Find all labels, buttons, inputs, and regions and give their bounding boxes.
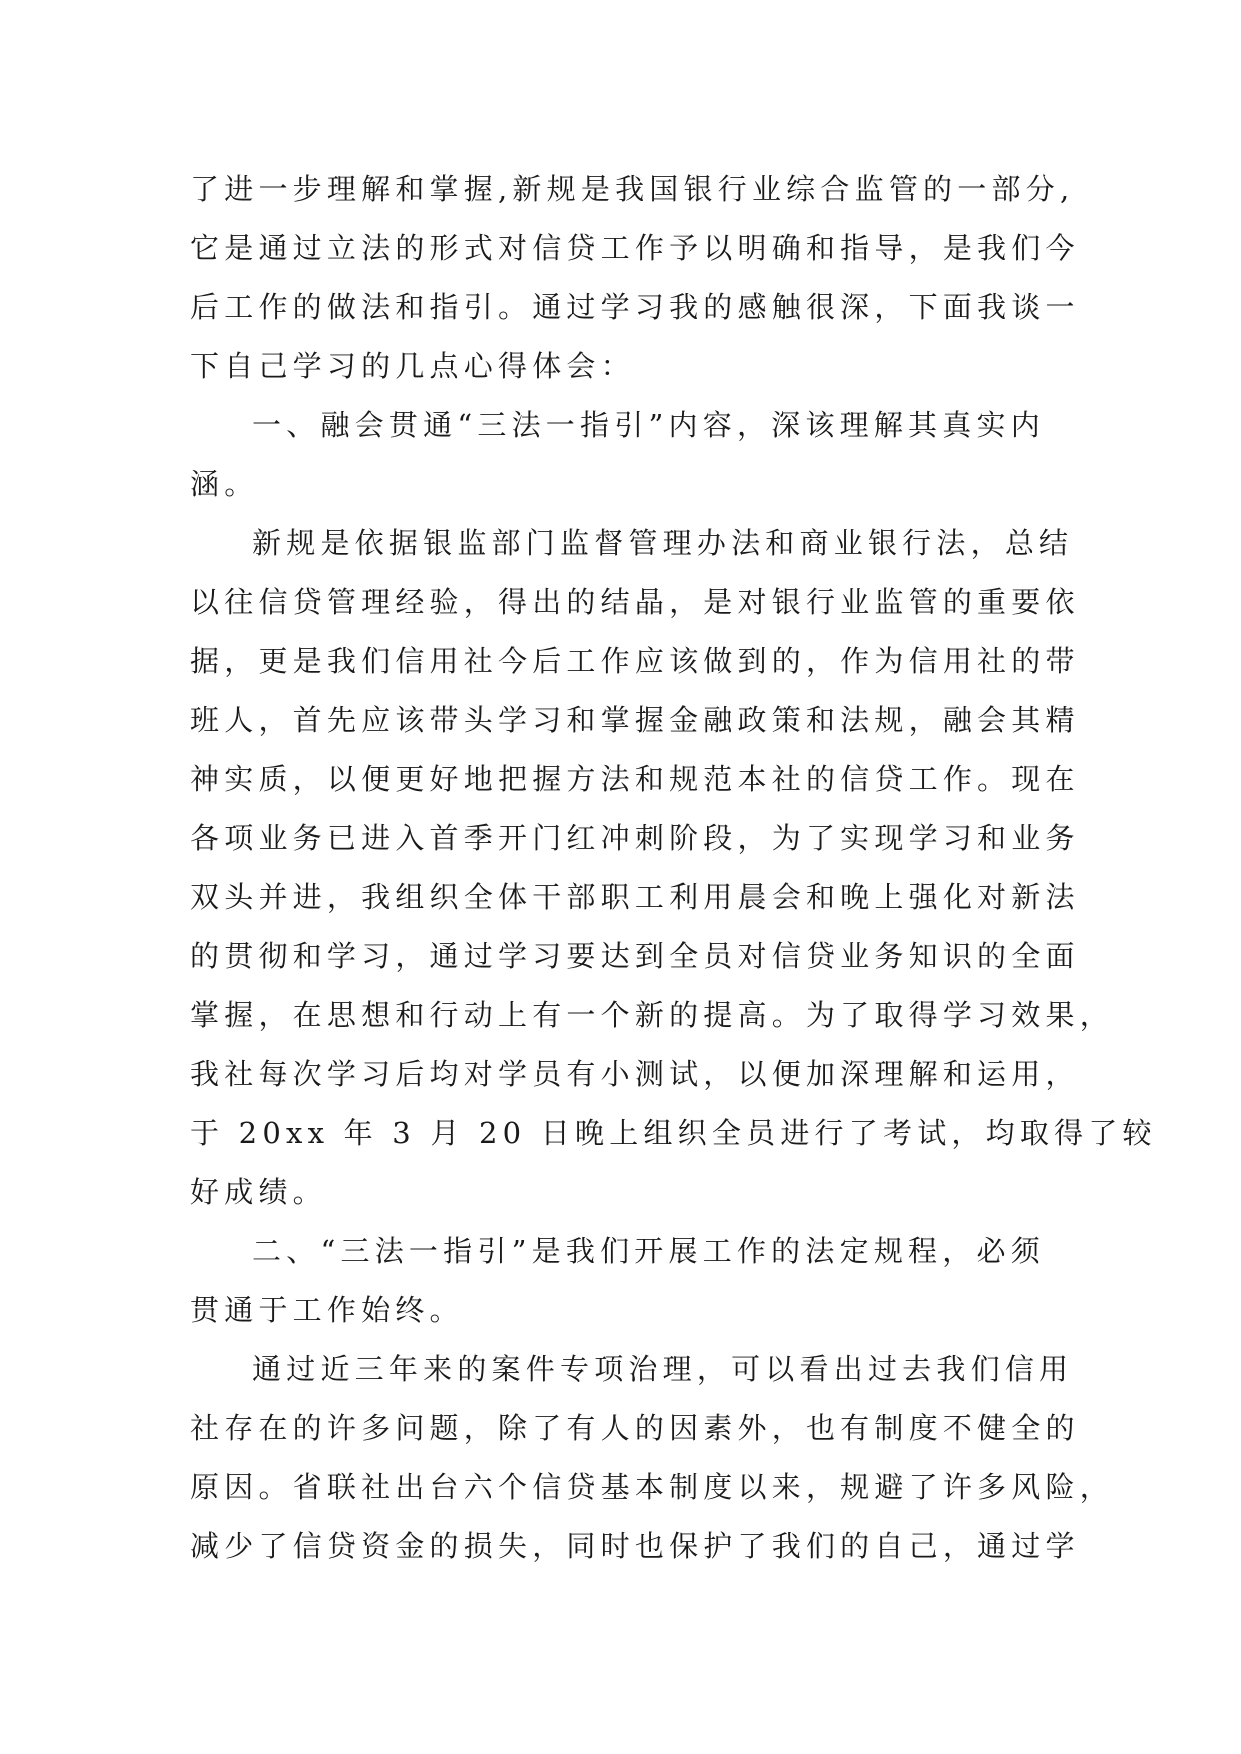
paragraph-start: 新规是依据银监部门监督管理办法和商业银行法，总结 <box>252 526 1074 560</box>
text-line: 神实质，以便更好地把握方法和规范本社的信贷工作。现在 <box>190 762 1080 796</box>
text-line: 的贯彻和学习，通过学习要达到全员对信贷业务知识的全面 <box>190 939 1080 973</box>
body-text <box>190 160 1157 1576</box>
text-line: 好成绩。 <box>190 1175 327 1209</box>
text-line: 我社每次学习后均对学员有小测试，以便加深理解和运用， <box>190 1057 1080 1091</box>
section-heading: 一、融会贯通“三法一指引”内容，深该理解其真实内 <box>252 408 1045 442</box>
text-line: 下自己学习的几点心得体会： <box>190 349 635 383</box>
text-line: 双头并进，我组织全体干部职工利用晨会和晚上强化对新法 <box>190 880 1080 914</box>
text-line: 班人，首先应该带头学习和掌握金融政策和法规，融会其精 <box>190 703 1080 737</box>
paragraph-start: 通过近三年来的案件专项治理，可以看出过去我们信用 <box>252 1352 1074 1386</box>
text-line: 于 20xx 年 3 月 20 日晚上组织全员进行了考试，均取得了较 <box>190 1116 1157 1150</box>
text-line: 了进一步理解和掌握,新规是我国银行业综合监管的一部分, <box>190 172 1075 206</box>
text-line: 各项业务已进入首季开门红冲刺阶段，为了实现学习和业务 <box>190 821 1080 855</box>
text-line: 减少了信贷资金的损失，同时也保护了我们的自己，通过学 <box>190 1529 1080 1563</box>
text-line: 掌握，在思想和行动上有一个新的提高。为了取得学习效果， <box>190 998 1114 1032</box>
text-line: 以往信贷管理经验，得出的结晶，是对银行业监管的重要依 <box>190 585 1080 619</box>
text-line: 据，更是我们信用社今后工作应该做到的，作为信用社的带 <box>190 644 1080 678</box>
section-heading-cont: 涵。 <box>190 467 259 501</box>
section-heading: 二、“三法一指引”是我们开展工作的法定规程，必须 <box>252 1234 1045 1268</box>
text-line: 原因。省联社出台六个信贷基本制度以来，规避了许多风险， <box>190 1470 1114 1504</box>
text-line: 它是通过立法的形式对信贷工作予以明确和指导，是我们今 <box>190 231 1080 265</box>
text-line: 社存在的许多问题，除了有人的因素外，也有制度不健全的 <box>190 1411 1080 1445</box>
text-line: 后工作的做法和指引。通过学习我的感触很深，下面我谈一 <box>190 290 1080 324</box>
section-heading-cont: 贯通于工作始终。 <box>190 1293 464 1327</box>
